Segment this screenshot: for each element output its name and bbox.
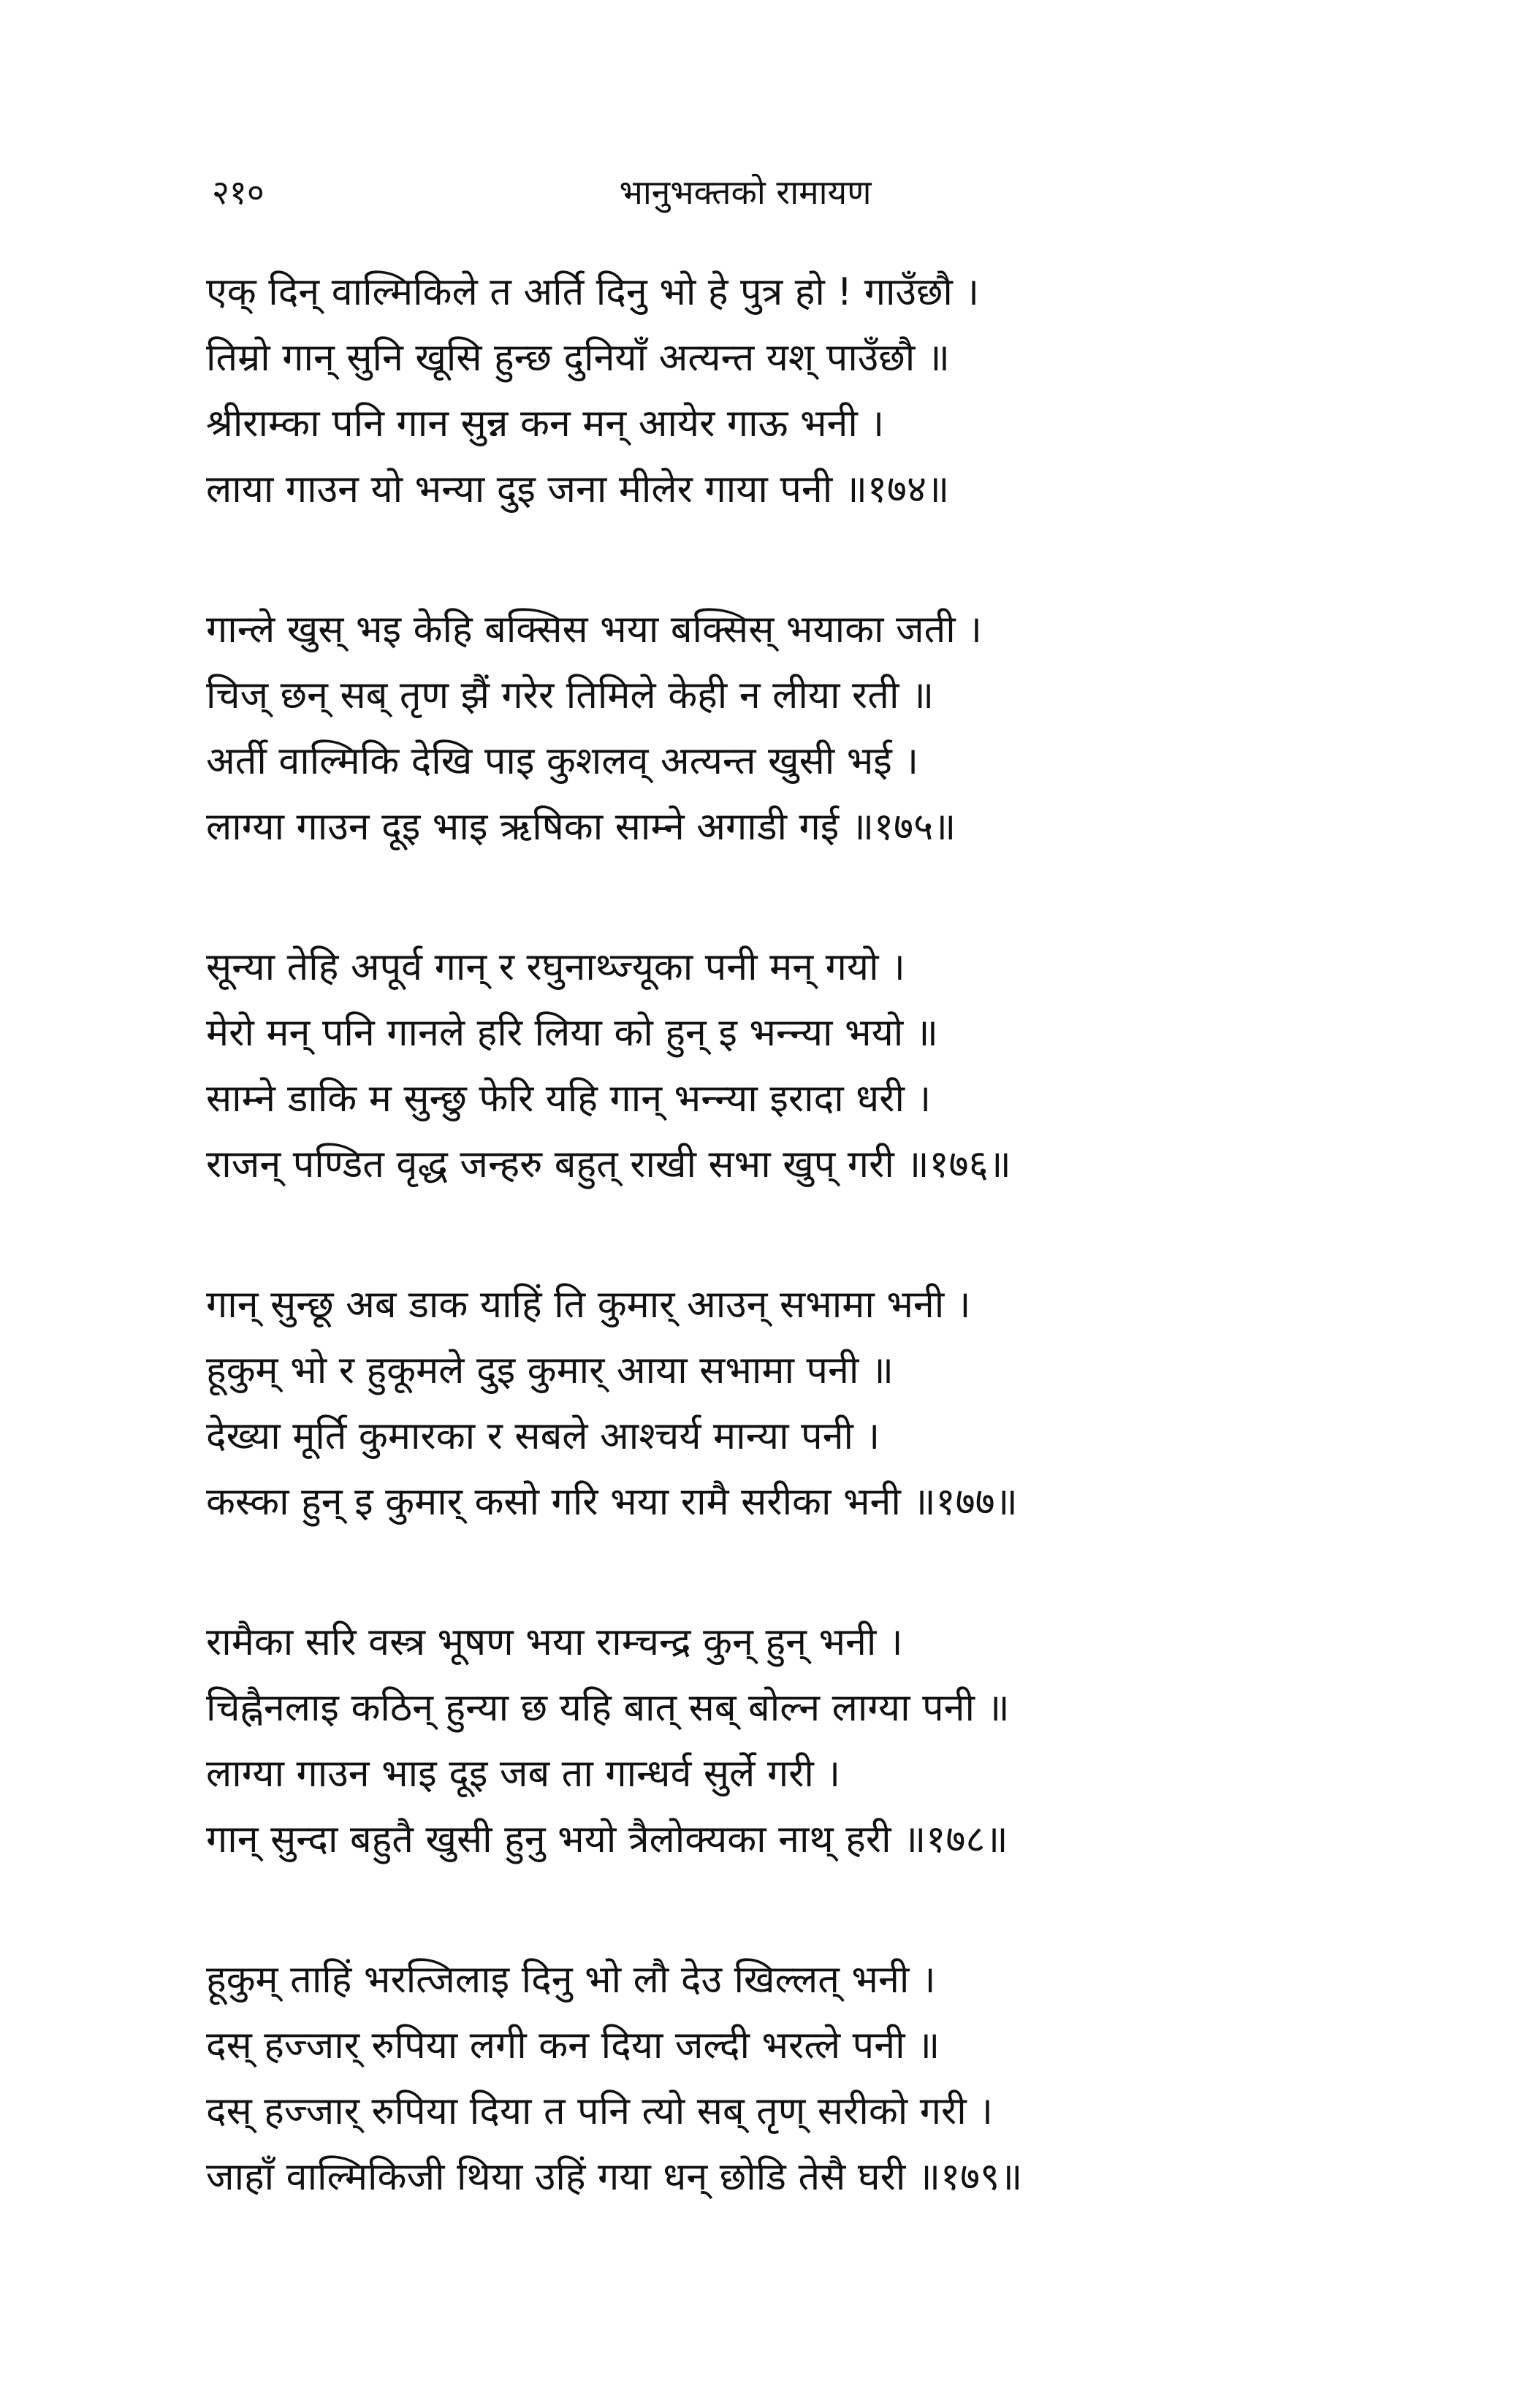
verse-line: लाग्या गाउन भाइ दूइ जब ता गान्धर्व सुर्ले गरी । — [206, 1752, 841, 1796]
stanza-177 — [206, 1272, 1375, 1535]
verse-line: अर्ती वाल्मिकि देखि पाइ कुशलव् अत्यन्त खुसी भई । — [206, 739, 919, 783]
verse-line: दस् हज्जार् रुपिया लगी कन दिया जल्दी भरत्ले पनी ॥ — [206, 2024, 940, 2068]
stanza-176 — [206, 934, 1375, 1197]
verse-line: गान्ले खुस् भइ केहि बक्सिस भया बक्सिस् भयाका जती । — [206, 608, 982, 652]
page-header — [212, 167, 1279, 218]
running-title: भानुभक्तको रामायण — [619, 172, 872, 212]
stanza-178 — [206, 1609, 1375, 1872]
verse-line: सून्या तेहि अपूर्व गान् र रघुनाथ्ज्यूका पनी मन् गयो । — [206, 945, 905, 989]
verse-line: रामैका सरि वस्त्र भूषण भया राम्चन्द्र कुन् हुन् भनी । — [206, 1620, 903, 1664]
stanza-179 — [206, 1947, 1375, 2210]
verse-line: गान् सुन्दा बहुतै खुसी हुनु भयो त्रैलोक्यका नाथ् हरी ॥१७८॥ — [206, 1818, 1008, 1862]
verse-line: चिह्नैनलाइ कठिन् हुन्या छ यहि बात् सब् बोल्न लाग्या पनी ॥ — [206, 1686, 1010, 1730]
verse-line: हूकुम् ताहिं भरत्जिलाइ दिनु भो लौ देउ खिल्लत् भनी । — [206, 1958, 936, 2002]
verse-line: जाहाँ वाल्मिकिजी थिया उहिं गया धन् छोडि तेसै घरी ॥१७९॥ — [206, 2155, 1023, 2199]
verse-line: लाया गाउन यो भन्या दुइ जना मीलेर गाया पनी ॥१७४॥ — [206, 468, 950, 511]
verse-line: कस्का हुन् इ कुमार् कसो गरि भया रामै सरीका भनी ॥१७७॥ — [206, 1480, 1018, 1524]
verse-line: राजन् पण्डित वृद्ध जन्हरु बहुत् राखी सभा खुप् गरी ॥१७६॥ — [206, 1143, 1011, 1186]
verse-line: गान् सुन्छू अब डाक याहिं ति कुमार् आउन् सभामा भनी । — [206, 1283, 971, 1327]
stanza-175 — [206, 597, 1375, 860]
verse-line: देख्या मूर्ति कुमारका र सबले आश्चर्य मान्या पनी । — [206, 1414, 880, 1458]
verse-line: हूकुम् भो र हुकूमले दुइ कुमार् आया सभामा पनी ॥ — [206, 1349, 894, 1392]
page-number: २१० — [212, 172, 265, 212]
verse-line: लाग्या गाउन दूइ भाइ ऋषिका साम्ने अगाडी गई ॥१७५॥ — [206, 805, 956, 849]
verse-line: श्रीराम्का पनि गान सुन्न कन मन् आयेर गाऊ भनी । — [206, 402, 885, 446]
verse-line: एक् दिन् वाल्मिकिले त अर्ति दिनु भो हे पुत्र हो ! गाउँछौ । — [206, 270, 980, 314]
verse-line: चिज् छन् सब् तृण झैं गरेर तिमिले केही न लीया रती ॥ — [206, 674, 935, 717]
verse-line: दस् हज्जार् रुपिया दिया त पनि त्यो सब् तृण् सरीको गरी । — [206, 2089, 994, 2133]
verse-line: तिम्रो गान् सुनि खूसि हुन्छ दुनियाँ अत्यन्त यश् पाउँछौ ॥ — [206, 336, 950, 380]
verse-block — [206, 259, 1375, 2285]
verse-line: साम्ने डाकि म सुन्छु फेरि यहि गान् भन्न्या इरादा धरी । — [206, 1077, 932, 1121]
verse-line: मेरो मन् पनि गानले हरि लिया को हुन् इ भन्न्या भयो ॥ — [206, 1011, 938, 1055]
stanza-174 — [206, 259, 1375, 522]
